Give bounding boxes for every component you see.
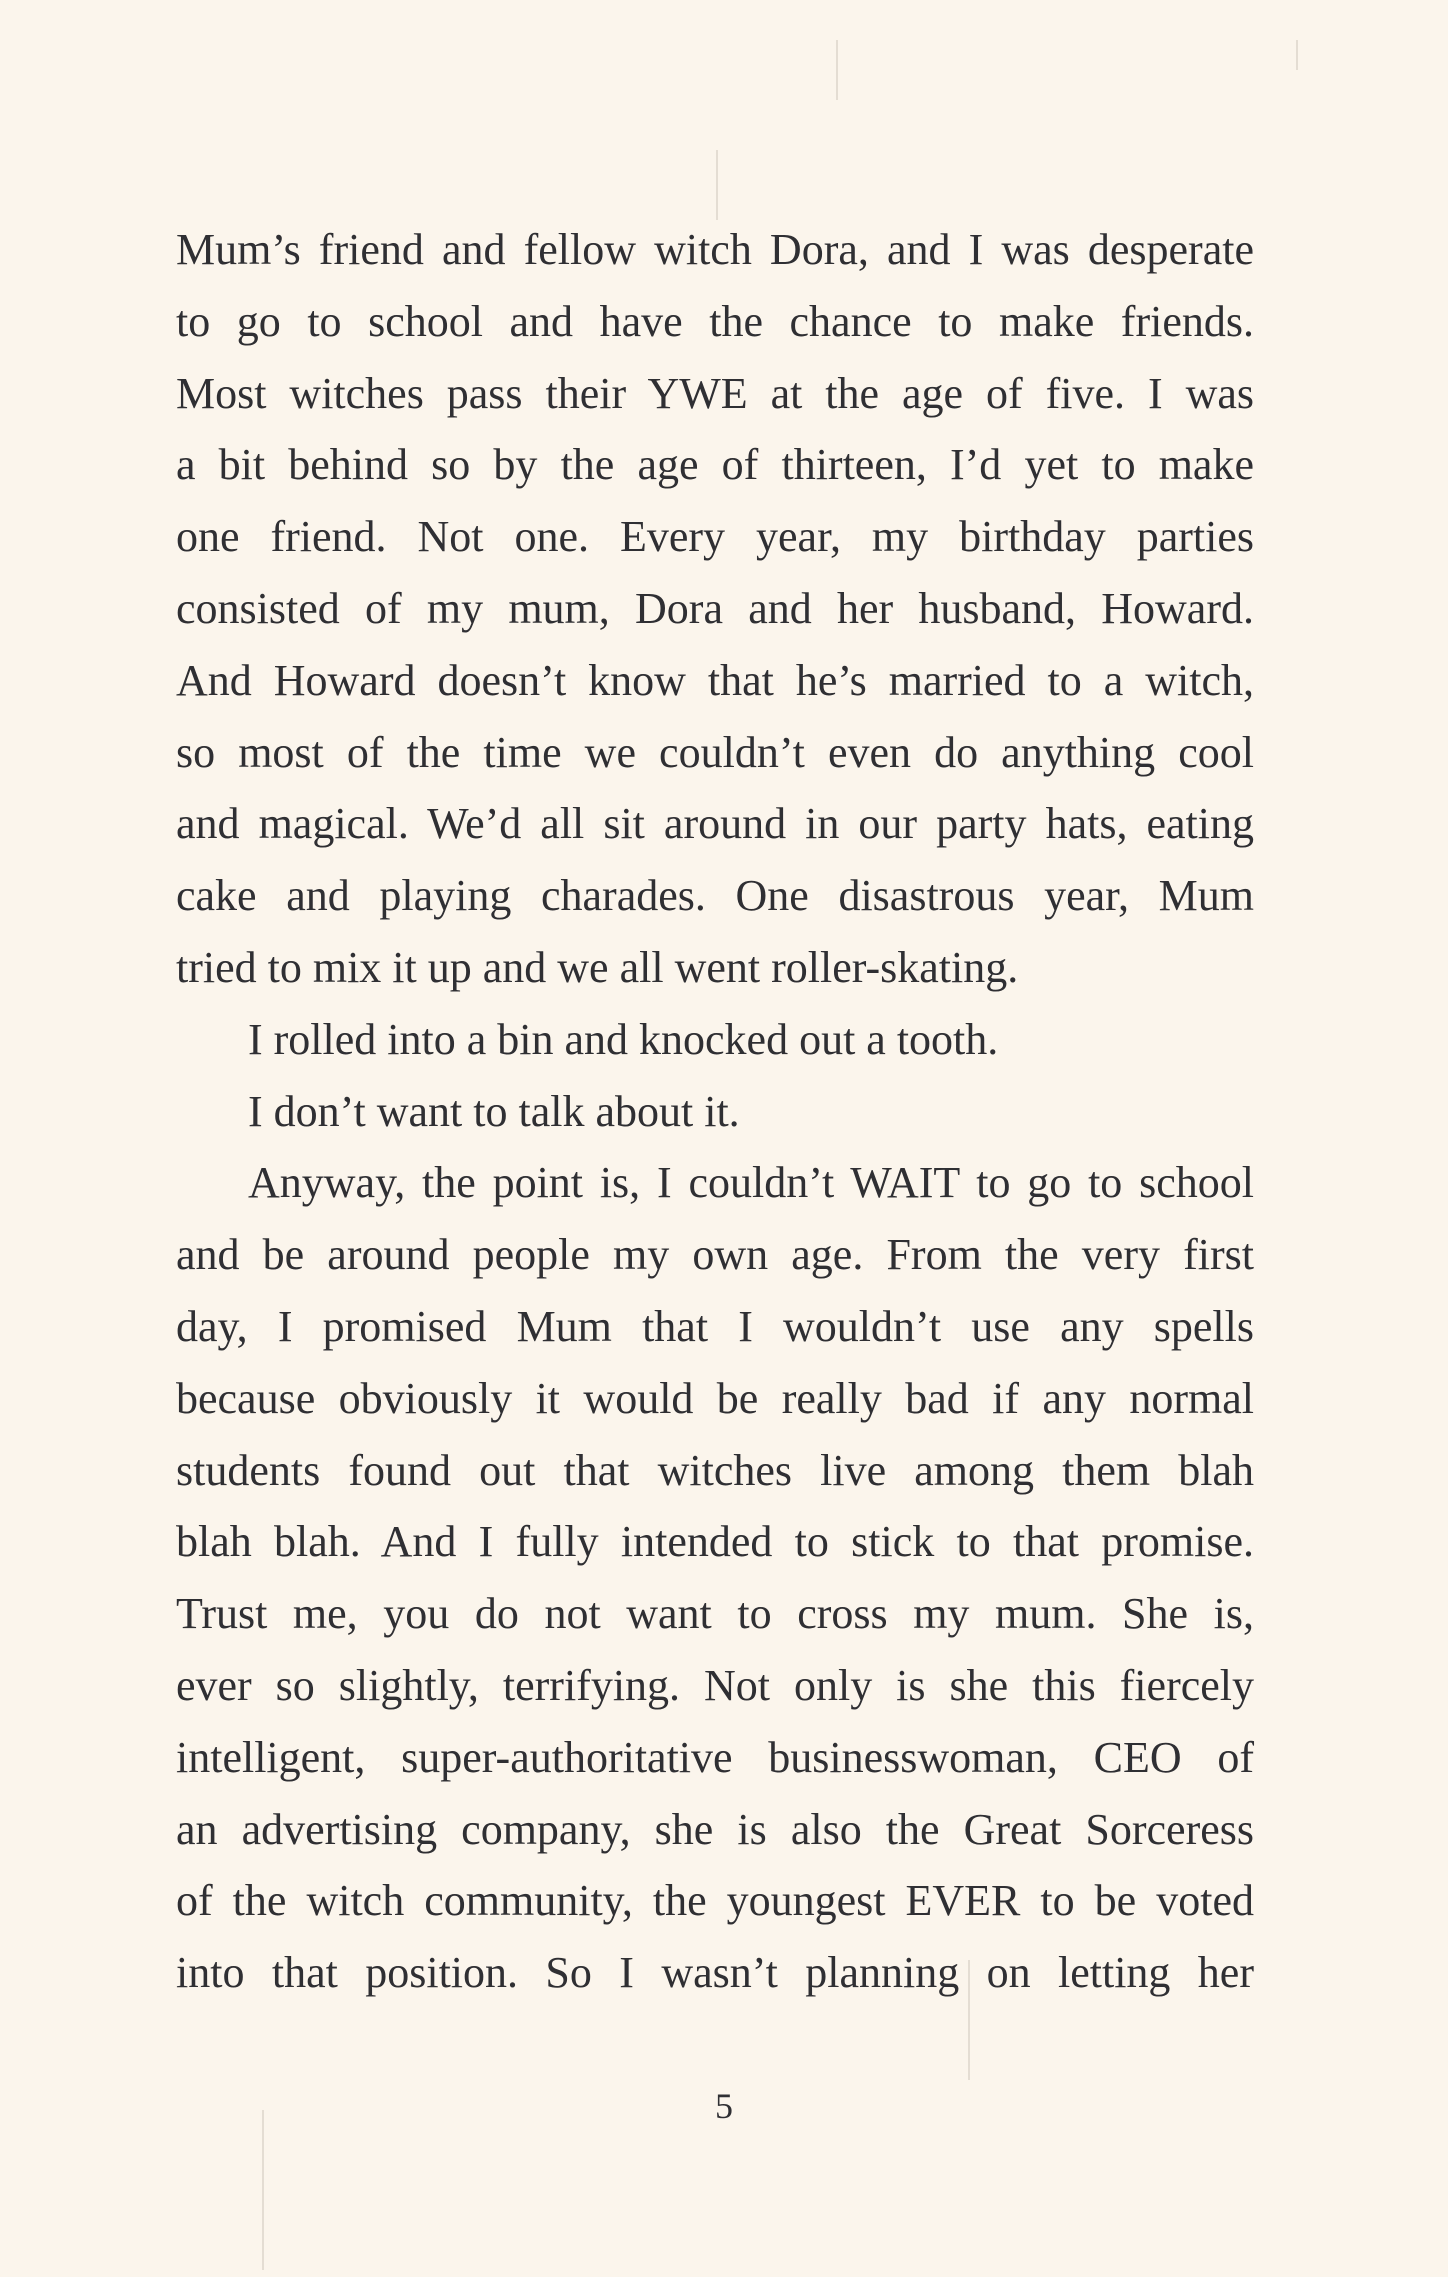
text-line: and magical. We’d all sit around in our party hats, eating (176, 799, 1254, 849)
scan-artifact-line (1296, 40, 1298, 70)
text-line: intelligent, super-authoritative businesswoman, CEO of (176, 1732, 1254, 1782)
text-line: Anyway, the point is, I couldn’t WAIT to go to school (248, 1158, 1254, 1208)
text-line: one friend. Not one. Every year, my birthday parties (176, 512, 1254, 562)
text-line: Most witches pass their YWE at the age of five. I was (176, 368, 1254, 418)
text-line: I rolled into a bin and knocked out a tooth. (248, 1014, 999, 1064)
text-line: so most of the time we couldn’t even do anything cool (176, 727, 1254, 777)
scan-artifact-line (716, 150, 718, 220)
text-line: and be around people my own age. From the very first (176, 1230, 1254, 1280)
text-line: blah blah. And I fully intended to stick to that promise. (176, 1517, 1254, 1567)
text-line: into that position. So I wasn’t planning on letting her (176, 1948, 1254, 1998)
text-line: because obviously it would be really bad if any normal (176, 1373, 1254, 1423)
text-line: students found out that witches live among them blah (176, 1445, 1254, 1495)
body-text (176, 214, 1254, 2009)
text-line: an advertising company, she is also the Great Sorceress (176, 1804, 1254, 1854)
scan-artifact-line (836, 40, 838, 100)
scan-artifact-line (262, 2110, 264, 2270)
text-line: Trust me, you do not want to cross my mum. She is, (176, 1589, 1254, 1639)
page-number: 5 (715, 2086, 733, 2126)
text-line: cake and playing charades. One disastrous year, Mum (176, 871, 1254, 921)
text-line: I don’t want to talk about it. (248, 1086, 740, 1136)
text-line: a bit behind so by the age of thirteen, I’d yet to make (176, 440, 1254, 490)
text-line: of the witch community, the youngest EVER to be voted (176, 1876, 1254, 1926)
text-line: consisted of my mum, Dora and her husband, Howard. (176, 583, 1254, 633)
text-line: And Howard doesn’t know that he’s married to a witch, (176, 655, 1254, 705)
text-line: Mum’s friend and fellow witch Dora, and I was desperate (176, 225, 1254, 274)
text-line: to go to school and have the chance to make friends. (176, 296, 1254, 346)
text-line: ever so slightly, terrifying. Not only is she this fiercely (176, 1660, 1254, 1710)
text-line: tried to mix it up and we all went roller-skating. (176, 942, 1019, 992)
text-line: day, I promised Mum that I wouldn’t use any spells (176, 1301, 1254, 1351)
